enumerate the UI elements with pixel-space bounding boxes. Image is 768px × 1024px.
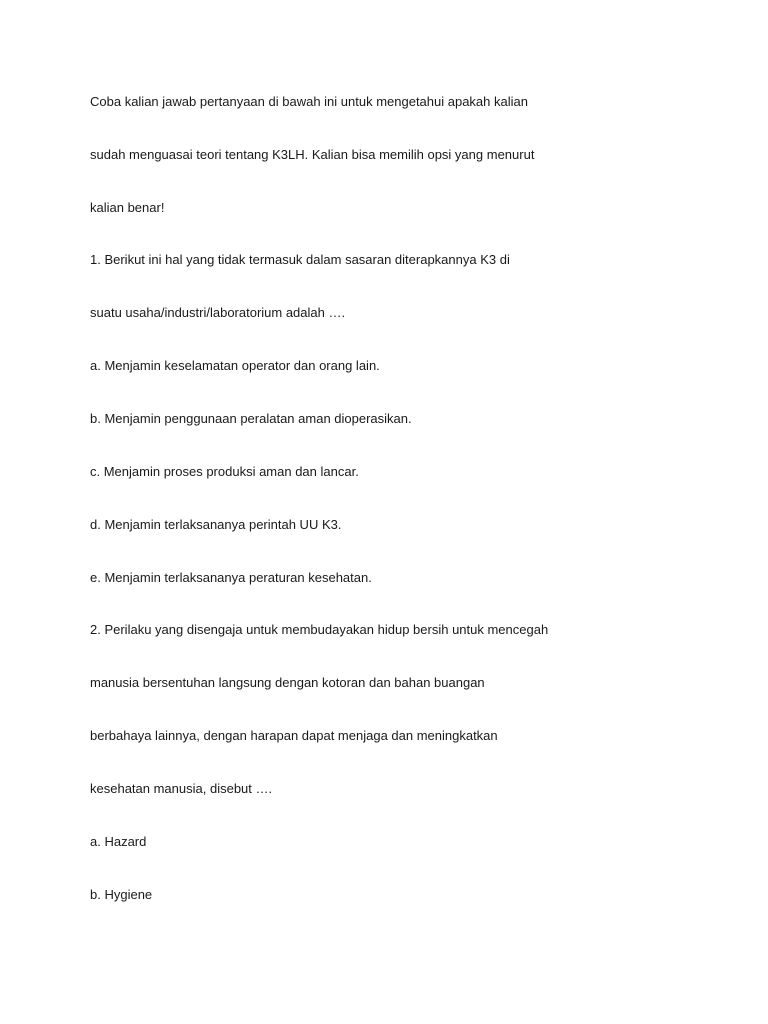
question-2-option-b: b. Hygiene [90, 887, 153, 902]
question-1-option-e: e. Menjamin terlaksananya peraturan kesehatan. [90, 570, 372, 585]
question-2-line-2: manusia bersentuhan langsung dengan kotoran dan bahan buangan [90, 675, 485, 690]
intro-line-3: kalian benar! [90, 200, 165, 215]
question-1-option-d: d. Menjamin terlaksananya perintah UU K3. [90, 517, 342, 532]
question-1-option-c: c. Menjamin proses produksi aman dan lancar. [90, 464, 359, 479]
question-2-option-a: a. Hazard [90, 834, 147, 849]
question-2-line-3: berbahaya lainnya, dengan harapan dapat menjaga dan meningkatkan [90, 728, 498, 743]
intro-line-1: Coba kalian jawab pertanyaan di bawah ini untuk mengetahui apakah kalian [90, 94, 528, 109]
question-2-line-4: kesehatan manusia, disebut …. [90, 781, 273, 796]
question-2-line-1: 2. Perilaku yang disengaja untuk membudayakan hidup bersih untuk mencegah [90, 622, 549, 637]
question-1-line-2: suatu usaha/industri/laboratorium adalah …. [90, 305, 346, 320]
question-1-option-a: a. Menjamin keselamatan operator dan orang lain. [90, 358, 380, 373]
intro-line-2: sudah menguasai teori tentang K3LH. Kalian bisa memilih opsi yang menurut [90, 147, 535, 162]
question-1-line-1: 1. Berikut ini hal yang tidak termasuk dalam sasaran diterapkannya K3 di [90, 252, 510, 267]
question-1-option-b: b. Menjamin penggunaan peralatan aman dioperasikan. [90, 411, 412, 426]
